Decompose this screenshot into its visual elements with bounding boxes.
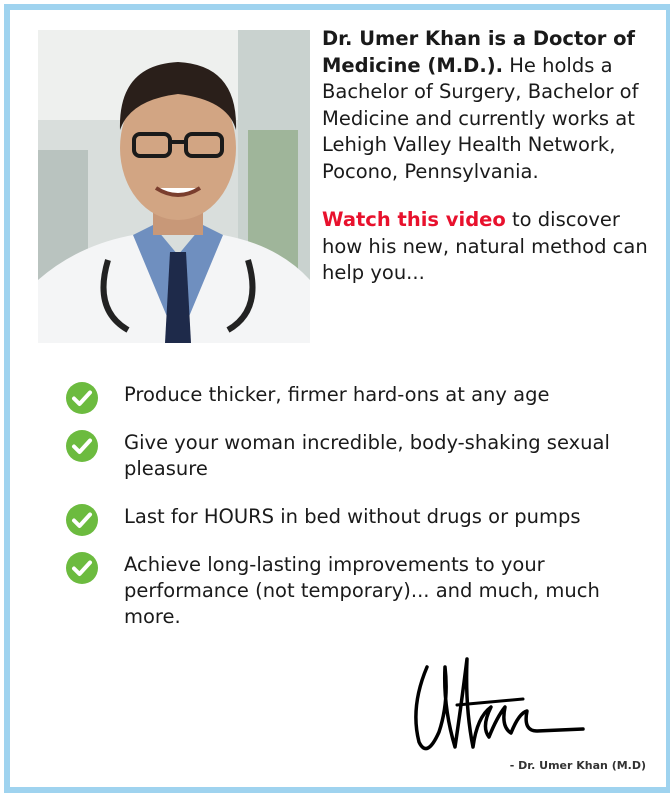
bio-text: He holds a Bachelor of Surgery, Bachelor of Medicine and currently works at Lehigh Valley Health Network, Pocono, Pennsylvania. xyxy=(322,53,639,183)
watch-video-link[interactable]: Watch this video xyxy=(322,208,506,231)
bio-name-bold: Dr. Umer Khan is a Doctor of Medicine (M.D.). xyxy=(322,27,635,77)
promo-card xyxy=(4,4,670,793)
cta-paragraph xyxy=(322,207,652,287)
bio-paragraph xyxy=(322,26,652,185)
cta-text: to discover how his new, natural method can help you... xyxy=(322,208,648,284)
check-circle-icon xyxy=(66,504,98,536)
signature xyxy=(405,647,595,757)
check-circle-icon xyxy=(66,552,98,584)
doctor-photo xyxy=(38,30,310,343)
doctor-bio xyxy=(322,26,652,287)
benefit-text: Produce thicker, firmer hard-ons at any age xyxy=(124,383,550,406)
benefit-item xyxy=(66,552,646,630)
benefit-item xyxy=(66,430,646,482)
benefit-item xyxy=(66,504,646,530)
benefit-item xyxy=(66,382,646,408)
benefit-text: Last for HOURS in bed without drugs or pumps xyxy=(124,505,581,528)
benefits-list xyxy=(66,382,646,630)
check-circle-icon xyxy=(66,382,98,414)
check-circle-icon xyxy=(66,430,98,462)
benefit-text: Achieve long-lasting improvements to your performance (not temporary)... and much, much more. xyxy=(124,553,600,628)
signature-caption: - Dr. Umer Khan (M.D) xyxy=(509,759,646,772)
benefit-text: Give your woman incredible, body-shaking sexual pleasure xyxy=(124,431,610,480)
